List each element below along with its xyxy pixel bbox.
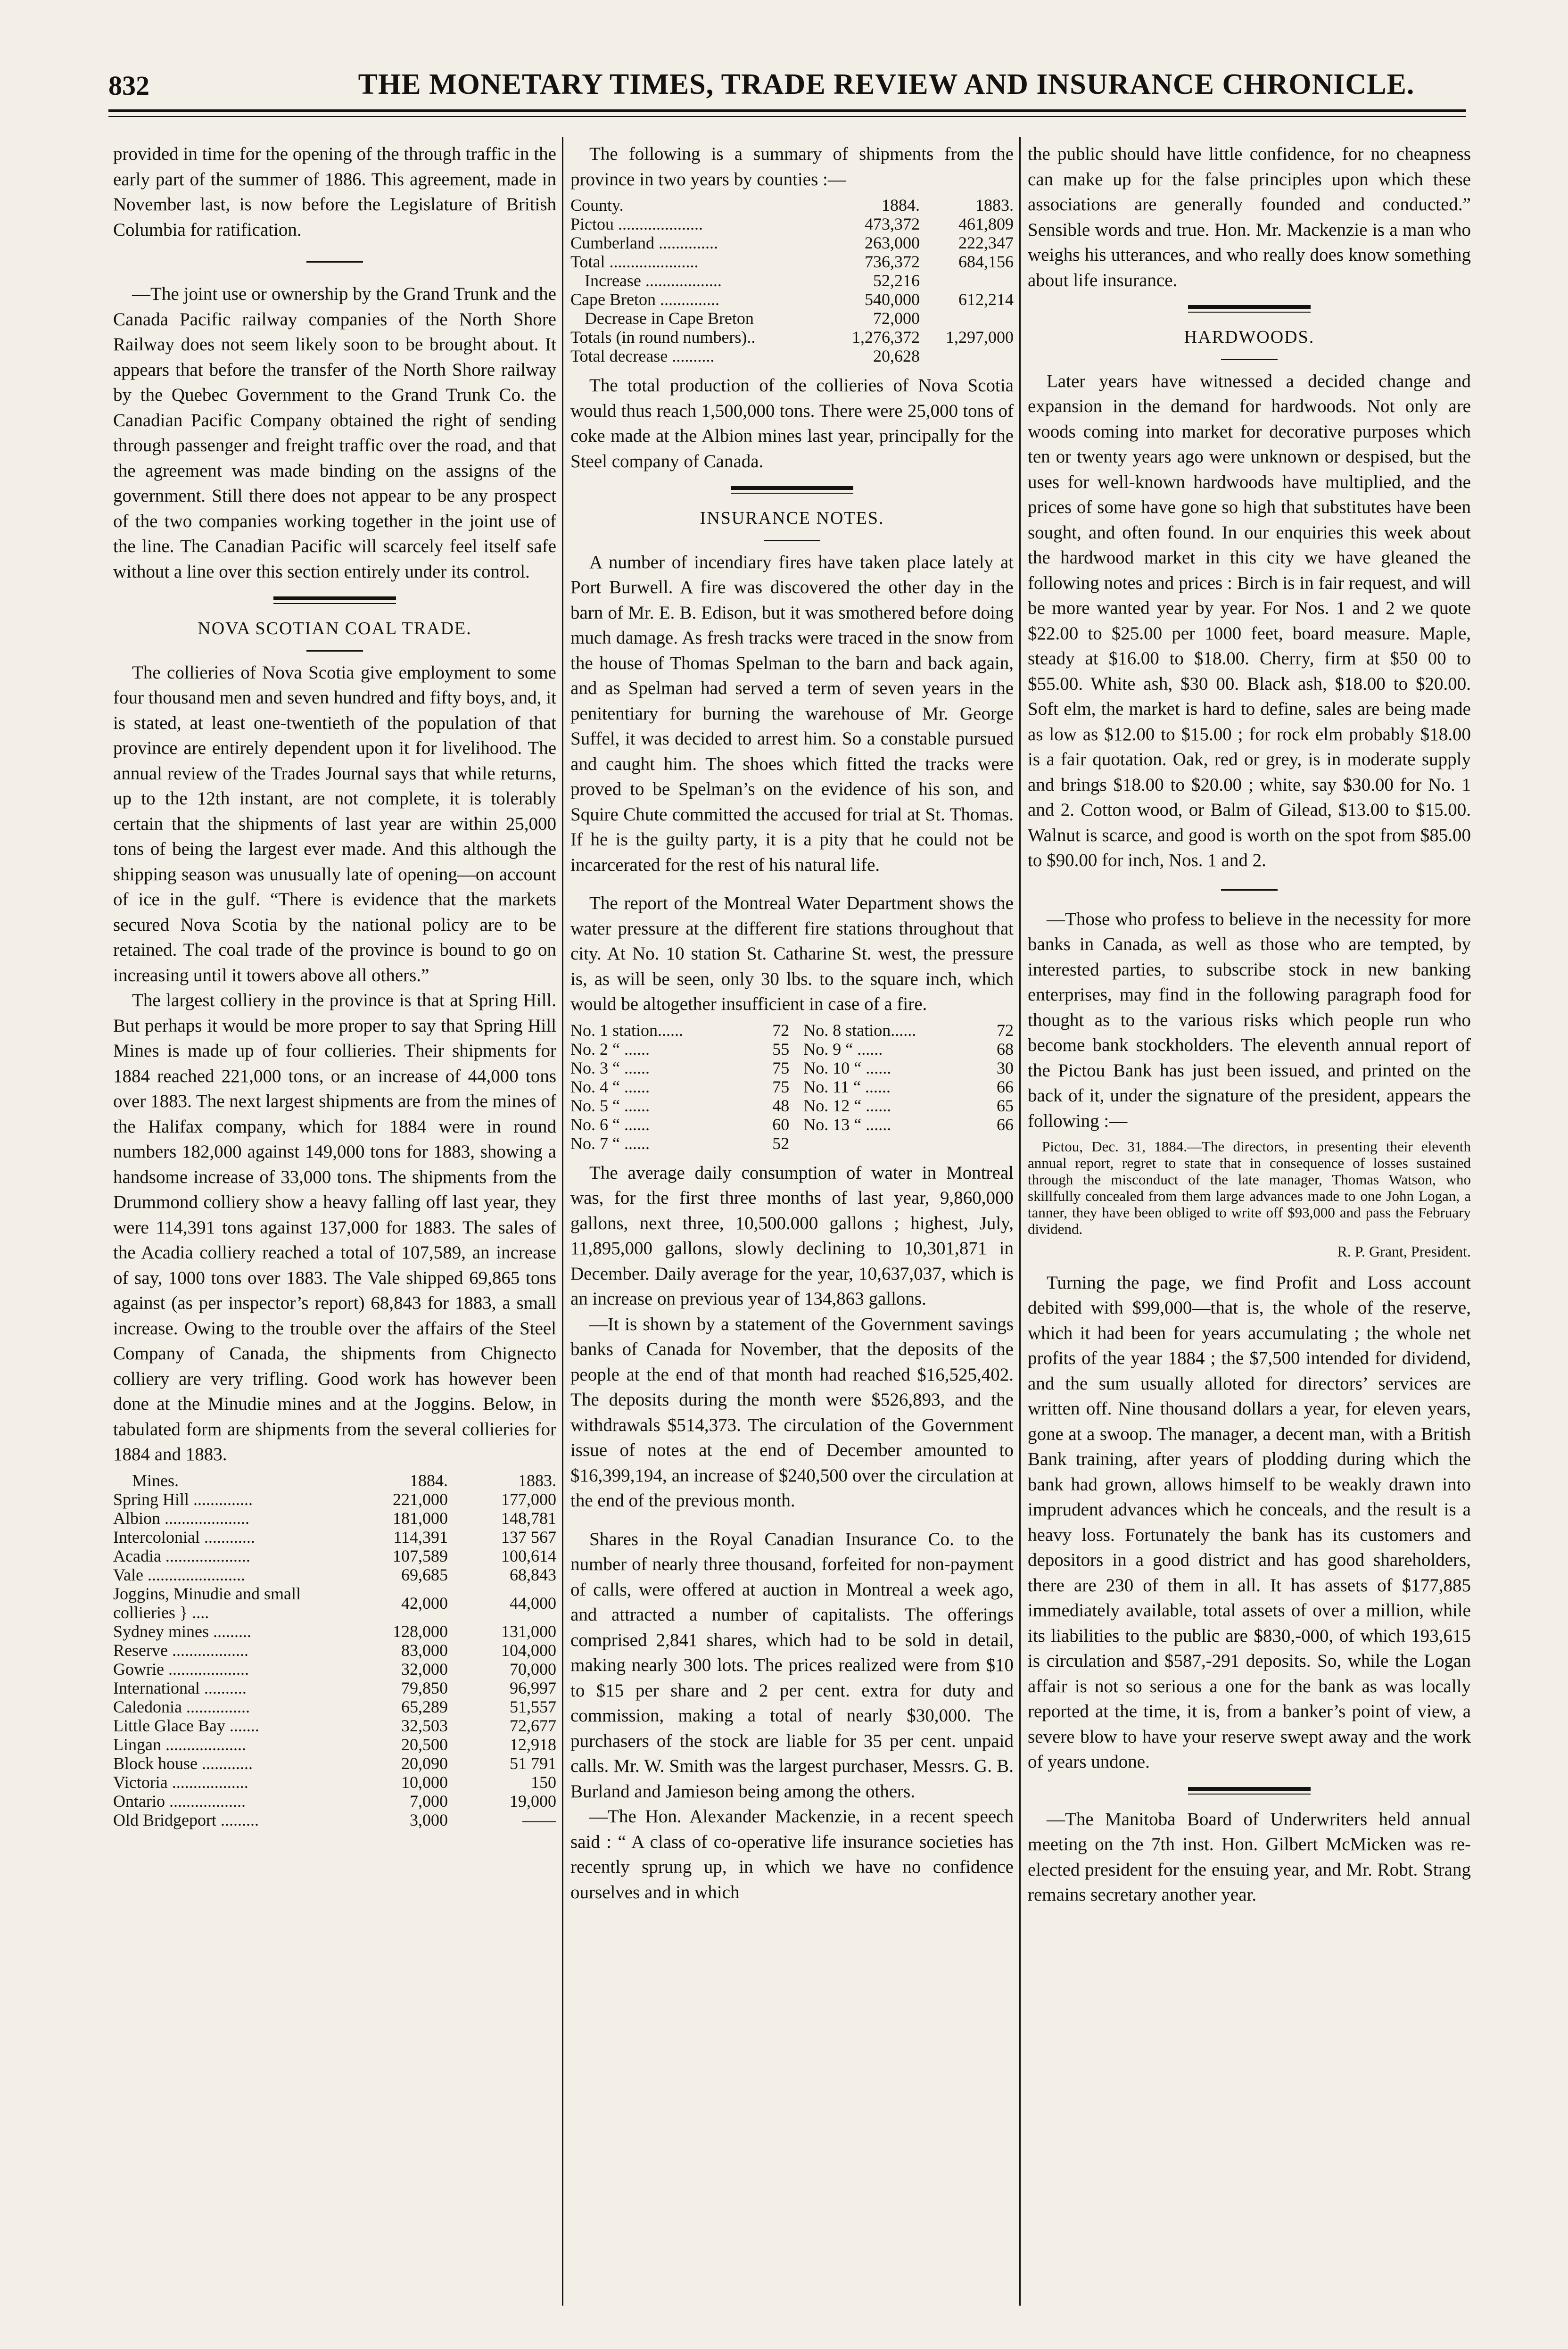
table-cell: No. 7 “ ...... xyxy=(570,1133,650,1153)
table-row xyxy=(570,1096,1014,1115)
table-cell: 20,500 xyxy=(401,1735,448,1754)
column-divider-2 xyxy=(1019,137,1021,2306)
table-cell: Lingan ................... xyxy=(113,1735,246,1754)
table-cell: 684,156 xyxy=(958,252,1014,271)
table-cell: 221,000 xyxy=(393,1489,448,1509)
article-paragraph: The collieries of Nova Scotia give employment to some four thousand men and seven hundred and fifty boys, and, it is stated, at least one-twentieth of the population of that province are entirely dependent upon it for livelihood. The annual review of the Trades Journal says that while returns, up to the 12th instant, are not complete, it is tolerably certain that the shipments of last year are within 25,000 tons of being the largest ever made. And this although the shipping season was unusually late of opening—on account of ice in the gulf. “There is evidence that the markets secured Nova Scotia by the national policy are to be retained. The coal trade of the province is bound to go on increasing until it towers above all others.” xyxy=(113,662,556,985)
table-header-row xyxy=(570,196,1014,215)
table-cell: 10,000 xyxy=(401,1772,448,1792)
table-cell: No. 5 “ ...... xyxy=(570,1096,650,1115)
table-cell: 68,843 xyxy=(510,1565,556,1584)
table-cell: No. 6 “ ...... xyxy=(570,1115,650,1134)
table-cell: Totals (in round numbers).. xyxy=(570,328,756,347)
table-cell: Ontario .................. xyxy=(113,1791,246,1811)
table-header-cell: Mines. xyxy=(132,1471,179,1490)
article-paragraph: The average daily consumption of water in Montreal was, for the first three months of last year, 9,860,000 gallons, next three, 10,500.000 gallons ; highest, July, 11,895,000 gallons, slowly declining to 10,301,871 in December. Daily average for the year, 10,637,037, which is an increase on previous year of 134,863 gallons. xyxy=(570,1162,1014,1309)
table-cell: 60 xyxy=(772,1115,790,1134)
table-cell: 83,000 xyxy=(401,1640,448,1660)
table-row xyxy=(113,1528,556,1547)
table-row xyxy=(113,1622,556,1641)
table-cell: Reserve .................. xyxy=(113,1640,248,1660)
table-row xyxy=(113,1735,556,1754)
table-cell: No. 2 “ ...... xyxy=(570,1039,650,1059)
table-cell: 131,000 xyxy=(501,1621,556,1641)
table-cell: Increase .................. xyxy=(585,271,722,290)
table-cell: 52 xyxy=(772,1133,790,1153)
section-separator xyxy=(1221,889,1278,891)
article-paragraph: Turning the page, we find Profit and Loss account debited with $99,000—that is, the whole of the reserve, which it had been for years accumulating ; the whole net profits of the year 1884 ; the $7,500 intended for dividend, and the sum usually alloted for directors’ services are written off. Nine thousand dollars a year, for eleven years, gone at a swoop. The manager, a decent man, with a British Bank training, after years of plodding during which the bank had grown, allows himself to be weakly drawn into imprudent advances which he conceals, and the result is a heavy loss. Fortunately the bank has its customers and depositors in a good district and has good shareholders, there are 230 of them in all. It has assets of $177,885 immediately available, total assets of over a million, while its liabilities to the public are $830,-000, of which 193,615 is circulation and $587,-291 deposits. So, while the Logan affair is not so serious a one for the bank as was locally reported at the time, it is, from a banker’s point of view, a severe blow to have your reserve swept away and the work of years undone. xyxy=(1028,1272,1471,1772)
table-row xyxy=(113,1547,556,1565)
table-cell xyxy=(803,1134,986,1153)
article-paragraph: Shares in the Royal Canadian Insurance Co. to the number of nearly three thousand, forfeited for non-payment of calls, were offered at auction in Montreal a week ago, and attracted a number of capitalists. The offerings comprised 2,841 shares, which had to be sold in detail, making nearly 300 lots. The prices realized were from $10 to $15 per share and 2 per cent. extra for duty and commission, making a total of nearly $30,000. The purchasers of the stock are liable for 35 per cent. unpaid calls. Mr. W. Smith was the largest purchaser, Messrs. G. B. Burland and Jamieson being among the others. xyxy=(570,1529,1014,1802)
table-header-cell: 1884. xyxy=(410,1471,448,1490)
table-cell: 68 xyxy=(997,1039,1014,1059)
table-row xyxy=(113,1697,556,1716)
article-paragraph: —The joint use or ownership by the Grand Trunk and the Canada Pacific railway companies of the North Shore Railway does not seem likely soon to be brought about. It appears that before the transfer of the North Shore railway by the Quebec Government to the Grand Trunk Co. the Canadian Pacific Company obtained the right of sending through passenger and freight traffic over the road, and that the agreement was made binding on the assigns of the government. Still there does not appear to be any prospect of the two companies working together in the joint use of the line. The Canadian Pacific will scarcely feel itself safe without a line over this section entirely under its control. xyxy=(113,284,556,582)
table-cell: International .......... xyxy=(113,1678,247,1697)
table-cell: 51 791 xyxy=(510,1753,556,1773)
table-cell: 263,000 xyxy=(865,233,920,252)
table-cell: 70,000 xyxy=(510,1659,556,1679)
table-header-cell: County. xyxy=(570,196,624,215)
table-row xyxy=(570,328,1014,347)
fire-stations-pressure-table xyxy=(570,1021,1014,1153)
quoted-notice: Pictou, Dec. 31, 1884.—The directors, in presenting their eleventh annual report, regret to state that in consequence of losses sustained through the misconduct of the late manager, Thomas Watson, who skillfully concealed from them large advances made to one John Logan, a tanner, they have been obliged to write off $93,000 and pass the February dividend. xyxy=(1028,1138,1471,1237)
table-header-cell: 1883. xyxy=(518,1471,556,1490)
table-cell: 48 xyxy=(772,1096,790,1115)
table-cell: Spring Hill .............. xyxy=(113,1489,253,1509)
table-row xyxy=(113,1584,556,1622)
table-cell: 75 xyxy=(772,1058,790,1077)
table-cell: No. 13 “ ...... xyxy=(803,1115,891,1134)
table-cell: 55 xyxy=(772,1039,790,1059)
section-separator xyxy=(1188,1787,1311,1795)
table-cell: 66 xyxy=(997,1077,1014,1096)
article-paragraph: Later years have witnessed a decided change and expansion in the demand for hardwoods. Not only are woods coming into market for decorative purposes which ten or twenty years ago were unknown or despised, but the uses for well-known hardwoods have multiplied, and the prices of some have gone so high that substitutes have been sought, and often found. In our enquiries this week about the hardwood market in this city we have gleaned the following notes and prices : Birch is in fair request, and will be more wanted year by year. For Nos. 1 and 2 we quote $22.00 to $25.00 per 1000 feet, board measure. Maple, steady at $16.00 to $18.00. Cherry, firm at $50 00 to $55.00. White ash, $30 00. Black ash, $18.00 to $20.00. Soft elm, the market is hard to define, sales are being made as low as $12.00 to $15.00 ; for rock elm probably $18.00 is a fair quotation. Oak, red or grey, is in moderate supply and brings $18.00 to $20.00 ; white, say $30.00 for No. 1 and 2. Cotton wood, or Balm of Gilead, $13.00 to $15.00. Walnut is scarce, and good is worth on the spot from $85.00 to $90.00 for inch, Nos. 1 and 2. xyxy=(1028,371,1471,870)
article-paragraph: —Those who profess to believe in the necessity for more banks in Canada, as well as those who are tempted, by interested parties, to subscribe stock in new banking enterprises, may find in the following paragraph food for thought as to the various risks which people run who become bank stockholders. The eleventh annual report of the Pictou Bank has just been issued, and printed on the back of it, under the signature of the president, appears the following :— xyxy=(1028,909,1471,1131)
header-rule-thick xyxy=(108,109,1466,112)
table-cell xyxy=(986,1134,1014,1153)
table-cell: Little Glace Bay ....... xyxy=(113,1716,259,1735)
table-cell: Caledonia ............... xyxy=(113,1697,250,1716)
table-cell: 30 xyxy=(997,1058,1014,1077)
table-cell: No. 9 “ ...... xyxy=(803,1039,883,1059)
table-row xyxy=(570,1077,1014,1096)
table-cell: 51,557 xyxy=(510,1697,556,1716)
table-cell: 1,297,000 xyxy=(946,328,1014,347)
table-row xyxy=(570,252,1014,271)
table-cell: No. 11 “ ...... xyxy=(803,1077,891,1096)
section-separator xyxy=(1188,305,1311,313)
table-cell: 72 xyxy=(772,1020,790,1040)
table-cell: Total ..................... xyxy=(570,252,699,271)
table-cell: 222,347 xyxy=(958,233,1014,252)
table-cell: 473,372 xyxy=(865,215,920,233)
column-right xyxy=(1028,141,1471,2301)
table-cell: Intercolonial ............ xyxy=(113,1527,255,1547)
table-row xyxy=(113,1509,556,1528)
table-cell: 52,216 xyxy=(873,271,920,290)
table-cell: —— xyxy=(522,1810,556,1829)
table-cell xyxy=(920,309,1014,328)
article-paragraph: —The Manitoba Board of Underwriters held annual meeting on the 7th inst. Hon. Gilbert McMicken was re-elected president for the ensuing year, and Mr. Robt. Strang remains secretary another year. xyxy=(1028,1809,1471,1905)
table-cell: 32,000 xyxy=(401,1659,448,1679)
table-row xyxy=(113,1773,556,1792)
table-cell xyxy=(920,271,1014,290)
table-cell: 20,090 xyxy=(401,1753,448,1773)
table-cell: 7,000 xyxy=(410,1791,448,1811)
header-rule-thin xyxy=(108,116,1466,117)
table-row xyxy=(570,1040,1014,1059)
title-underline xyxy=(764,540,820,541)
table-cell: 20,628 xyxy=(873,347,920,365)
table-cell xyxy=(920,347,1014,365)
table-row xyxy=(570,309,1014,328)
table-cell: 79,850 xyxy=(401,1678,448,1697)
article-paragraph: The report of the Montreal Water Department shows the water pressure at the different fire stations throughout that city. At No. 10 station St. Catharine St. west, the pressure is, as will be seen, only 30 lbs. to the square inch, which would be altogether insufficient in case of a fire. xyxy=(570,893,1014,1014)
table-cell: Victoria .................. xyxy=(113,1772,248,1792)
table-cell: Total decrease .......... xyxy=(570,347,715,365)
table-cell: 66 xyxy=(997,1115,1014,1134)
table-cell: 128,000 xyxy=(393,1621,448,1641)
county-shipments-table xyxy=(570,196,1014,365)
table-cell: Pictou .................... xyxy=(570,215,703,233)
article-paragraph: A number of incendiary fires have taken place lately at Port Burwell. A fire was discovered the other day in the barn of Mr. E. B. Edison, but it was smothered before doing much damage. As fresh tracks were traced in the snow from the house of Thomas Spelman to the barn and back again, and as Spelman had served a term of seven years in the penitentiary for burning the warehouse of Mr. George Suffel, it was decided to arrest him. So a constable pursued and caught him. The shoes which fitted the tracks were proved to be Spelman’s on the evidence of his son, and Squire Chute committed the accused for trial at St. Thomas. If he is the guilty party, it is a pity that he could not be incarcerated for the rest of his natural life. xyxy=(570,552,1014,875)
table-row xyxy=(113,1792,556,1811)
table-row xyxy=(570,1021,1014,1040)
table-cell: 114,391 xyxy=(393,1527,448,1547)
table-cell: 75 xyxy=(772,1077,790,1096)
table-cell: 181,000 xyxy=(393,1508,448,1528)
table-cell: Albion .................... xyxy=(113,1508,250,1528)
table-cell: Decrease in Cape Breton xyxy=(585,309,754,328)
table-cell: 100,614 xyxy=(501,1546,556,1565)
article-paragraph: —It is shown by a statement of the Government savings banks of Canada for November, that the deposits of the people at the end of that month had reached $16,525,402. The deposits during the month were $526,893, and the withdrawals $514,373. The circulation of the Government issue of notes at the end of December amounted to $16,399,194, an increase of $240,500 over the circulation at the end of the previous month. xyxy=(570,1314,1014,1511)
article-paragraph: provided in time for the opening of the through traffic in the early part of the summer of 1886. This agreement, made in November last, is now before the Legislature of British Columbia for ratification. xyxy=(113,144,556,240)
table-cell: No. 8 station...... xyxy=(803,1020,916,1040)
table-row xyxy=(570,1059,1014,1077)
table-cell: 3,000 xyxy=(410,1810,448,1829)
section-separator xyxy=(273,596,396,604)
quoted-notice-signature: R. P. Grant, President. xyxy=(1337,1243,1471,1260)
table-row xyxy=(113,1716,556,1735)
table-row xyxy=(570,233,1014,252)
title-underline xyxy=(1221,359,1278,360)
section-separator xyxy=(731,486,853,494)
table-row xyxy=(113,1490,556,1509)
table-row xyxy=(113,1641,556,1660)
table-row xyxy=(113,1754,556,1773)
table-cell: No. 10 “ ...... xyxy=(803,1058,891,1077)
table-cell: 1,276,372 xyxy=(852,328,920,347)
table-cell: 12,918 xyxy=(510,1735,556,1754)
table-header-cell: 1884. xyxy=(882,196,920,215)
column-middle xyxy=(570,141,1014,2301)
table-cell: 72,677 xyxy=(510,1716,556,1735)
article-paragraph: The largest colliery in the province is that at Spring Hill. But perhaps it would be more proper to say that Spring Hill Mines is made up of four collieries. Their shipments for 1884 reached 221,000 tons, or an increase of 44,000 tons over 1883. The next largest shipments are from the mines of the Halifax company, which for 1884 were in round numbers 182,000 against 149,000 tons for 1883, showing a handsome increase of 33,000 tons. The shipments from the Drummond colliery show a heavy falling off last year, they were 114,391 tons against 137,000 for 1883. The sales of the Acadia colliery reached a total of 107,589, an increase of say, 1000 tons over 1883. The Vale shipped 69,865 tons against (as per inspector’s report) 68,843 for 1883, a small increase. Owing to the trouble over the affairs of the Steel Company of Canada, the shipments from Chignecto colliery are very trifling. Good work has however been done at the Minudie mines and at the Joggins. Below, in tabulated form are shipments from the several collieries for 1884 and 1883. xyxy=(113,990,556,1464)
table-cell: 96,997 xyxy=(510,1678,556,1697)
table-cell: 104,000 xyxy=(501,1640,556,1660)
table-row xyxy=(570,271,1014,290)
table-header-cell: 1883. xyxy=(975,196,1014,215)
section-title-hardwoods: HARDWOODS. xyxy=(1184,327,1315,347)
table-cell: Cape Breton .............. xyxy=(570,290,719,309)
table-cell: Block house ............ xyxy=(113,1753,253,1773)
table-cell: 65 xyxy=(997,1096,1014,1115)
section-title-coal-trade: NOVA SCOTIAN COAL TRADE. xyxy=(198,619,472,638)
column-divider-1 xyxy=(562,137,563,2306)
table-cell: 107,589 xyxy=(393,1546,448,1565)
table-row xyxy=(113,1660,556,1679)
mines-shipments-table xyxy=(113,1471,556,1829)
page-number: 832 xyxy=(108,70,149,101)
masthead-title: THE MONETARY TIMES, TRADE REVIEW AND INSURANCE CHRONICLE. xyxy=(358,68,1415,100)
table-row xyxy=(113,1679,556,1697)
table-cell: 612,214 xyxy=(958,290,1014,309)
table-cell: 44,000 xyxy=(510,1593,556,1613)
table-row xyxy=(113,1811,556,1829)
table-row xyxy=(570,1115,1014,1134)
table-cell: 150 xyxy=(531,1772,556,1792)
table-row xyxy=(113,1565,556,1584)
table-cell: 148,781 xyxy=(501,1508,556,1528)
table-cell: No. 4 “ ...... xyxy=(570,1077,650,1096)
table-cell: 137 567 xyxy=(501,1527,556,1547)
article-paragraph: the public should have little confidence, for no cheapness can make up for the false principles upon which these associations are generally founded and conducted.” Sensible words and true. Hon. Mr. Mackenzie is a man who weighs his utterances, and who really does know something about life insurance. xyxy=(1028,144,1471,290)
table-cell: Sydney mines ......... xyxy=(113,1621,251,1641)
table-cell: Joggins, Minudie and small collieries } .... xyxy=(113,1584,301,1622)
table-cell: 19,000 xyxy=(510,1791,556,1811)
table-cell: 65,289 xyxy=(401,1697,448,1716)
table-cell: Acadia .................... xyxy=(113,1546,250,1565)
table-cell: 540,000 xyxy=(865,290,920,309)
table-row xyxy=(570,347,1014,365)
table-row xyxy=(570,215,1014,233)
article-paragraph: —The Hon. Alexander Mackenzie, in a recent speech said : “ A class of co-operative life insurance societies has recently sprung up, in which we have no confidence ourselves and in which xyxy=(570,1806,1014,1902)
table-row xyxy=(570,290,1014,309)
table-cell: 69,685 xyxy=(401,1565,448,1584)
table-header-row xyxy=(113,1471,556,1490)
table-cell: 177,000 xyxy=(501,1489,556,1509)
table-cell: No. 12 “ ...... xyxy=(803,1096,891,1115)
title-underline xyxy=(306,650,363,652)
table-cell: No. 3 “ ...... xyxy=(570,1058,650,1077)
table-cell: Gowrie ................... xyxy=(113,1659,249,1679)
table-cell: 42,000 xyxy=(401,1593,448,1613)
table-cell: 32,503 xyxy=(401,1716,448,1735)
article-paragraph: The following is a summary of shipments from the province in two years by counties :— xyxy=(570,144,1014,190)
table-cell: No. 1 station...... xyxy=(570,1020,683,1040)
table-cell: Vale ....................... xyxy=(113,1565,245,1584)
section-separator xyxy=(306,261,363,263)
section-title-insurance-notes: INSURANCE NOTES. xyxy=(700,508,884,528)
table-cell: 461,809 xyxy=(958,215,1014,233)
article-paragraph: The total production of the collieries of Nova Scotia would thus reach 1,500,000 tons. There were 25,000 tons of coke made at the Albion mines last year, principally for the Steel company of Canada. xyxy=(570,375,1014,471)
table-cell: Cumberland .............. xyxy=(570,233,718,252)
table-cell: 72,000 xyxy=(873,309,920,328)
page-header xyxy=(108,66,1466,104)
table-cell: 736,372 xyxy=(865,252,920,271)
column-left xyxy=(113,141,556,2301)
table-cell: Old Bridgeport ......... xyxy=(113,1810,259,1829)
table-row xyxy=(570,1134,1014,1153)
table-cell: 72 xyxy=(997,1020,1014,1040)
